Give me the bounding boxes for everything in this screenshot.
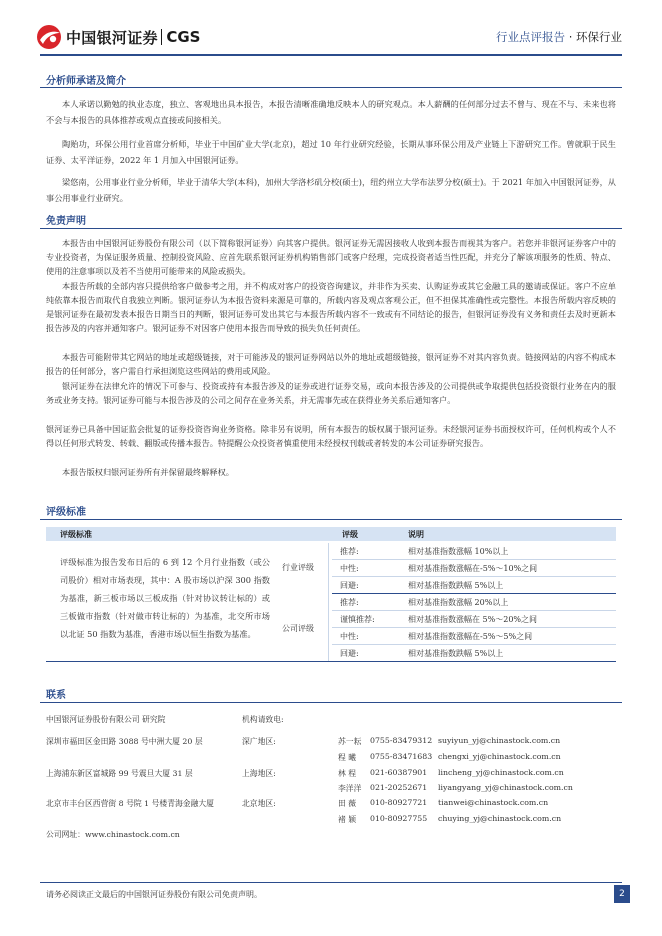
footer-disclaimer-note: 请务必阅读正文最后的中国银河证券股份有限公司免责声明。 — [46, 890, 262, 899]
rating-value: 推荐: — [340, 598, 359, 607]
brand-name-cn: 中国银河证券 — [66, 28, 158, 47]
rating-explanation: 相对基准指数跌幅 5%以上 — [408, 649, 504, 658]
analyst-section-title: 分析师承诺及简介 — [46, 76, 126, 87]
rating-explanation: 相对基准指数涨幅 10%以上 — [408, 547, 509, 556]
contact-email[interactable]: chuying_yj@chinastock.com.cn — [438, 814, 562, 823]
company-logo — [36, 24, 200, 50]
disclaimer-paragraph: 银河证券在法律允许的情况下可参与、投资或持有本报告涉及的证券或进行证券交易，或向本报告涉及的公司提供或争取提供包括投资银行业务在内的服务或业务支持。银河证券可能与本报告涉及的公司之间存在业务关系，并无需事先或在获得业务关系后通知客户。 — [46, 381, 616, 406]
industry-name: 环保行业 — [576, 30, 622, 44]
contact-email[interactable]: chengxi_yj@chinastock.com.cn — [438, 752, 561, 761]
rating-explanation: 相对基准指数涨幅在-5%～5%之间 — [408, 632, 533, 641]
rating-description: 评级标准为报告发布日后的 6 到 12 个月行业指数（或公司股价）相对市场表现，其中：A 股市场以沪深 300 指数为基准，新三板市场以三板成指（针对协议转让标的）或三板做市指数（针对做市转让标的）为基准，北交所市场以北证 50 指数为基准，香港市场以恒生指数为基准。 — [60, 557, 270, 639]
contact-name: 苏一耘 — [338, 737, 362, 746]
analyst-section-divider — [40, 87, 622, 88]
header-separator: · — [568, 30, 573, 44]
disclaimer-paragraph: 本报告所载的全部内容只提供给客户做参考之用，并不构成对客户的投资咨询建议，并非作为买卖、认购证券或其它金融工具的邀请或保证。客户不应单纯依靠本报告而取代自我独立判断。银河证券认为本报告资料来源是可靠的，所载内容及观点客观公正，但不担保其准确性或完整性。本报告所载内容反映的是银河证券在最初发表本报告日期当日的判断，银河证券可发出其它与本报告所载内容不一致或有不同结论的报告，但银河证券没有义务和责任去及时更新本报告涉及的内容并通知客户。银河证券不对因客户使用本报告而导致的损失负任何责任。 — [46, 281, 616, 334]
contact-name: 程 曦 — [338, 753, 357, 762]
contact-section-divider — [40, 702, 622, 703]
research-institute: 中国银河证券股份有限公司 研究院 — [46, 715, 166, 724]
rating-explanation: 相对基准指数涨幅在-5%～10%之间 — [408, 564, 538, 573]
industry-rating-label: 行业评级 — [282, 563, 314, 572]
header-report-info — [496, 29, 622, 45]
disclaimer-section-divider — [40, 228, 622, 229]
contact-name: 田 薇 — [338, 799, 357, 808]
table-bottom-border — [46, 661, 332, 662]
disclaimer-paragraph: 银河证券已具备中国证监会批复的证券投资咨询业务资格。除非另有说明，所有本报告的版权属于银河证券。未经银河证券书面授权许可，任何机构或个人不得以任何形式转发、转载、翻版或传播本报告。特提醒公众投资者慎重使用未经授权刊载或者转发的本公司证券研究报告。 — [46, 424, 616, 449]
rating-value: 中性: — [340, 632, 359, 641]
rating-row — [332, 560, 616, 577]
disclaimer-paragraph: 本报告可能附带其它网站的地址或超级链接，对于可能涉及的银河证券网站以外的地址或超级链接，银河证券不对其内容负责。链接网站的内容不构成本报告的任何部分，客户需自行承担浏览这些网站的费用或风险。 — [46, 352, 616, 377]
header-explanation: 说明 — [408, 530, 424, 539]
table-divider — [328, 543, 329, 662]
rating-explanation: 相对基准指数涨幅在 5%～20%之间 — [408, 615, 538, 624]
contact-email[interactable]: suyiyun_yj@chinastock.com.cn — [438, 736, 561, 745]
contact-name: 林 程 — [338, 769, 357, 778]
contact-phone: 0755-83479312 — [370, 736, 433, 745]
rating-row — [332, 577, 616, 594]
contact-phone: 0755-83471683 — [370, 752, 433, 761]
contact-section-title: 联系 — [46, 690, 66, 701]
office-region: 上海地区: — [242, 769, 276, 778]
rating-value: 推荐: — [340, 547, 359, 556]
rating-row — [332, 628, 616, 645]
disclaimer-section-title: 免责声明 — [46, 216, 86, 227]
disclaimer-paragraph: 本报告版权归银河证券所有并保留最终解释权。 — [62, 467, 234, 477]
contact-name: 李洋洋 — [338, 784, 362, 793]
footer-divider — [40, 882, 622, 883]
office-region: 深广地区: — [242, 737, 276, 746]
contact-name: 褚 颖 — [338, 815, 357, 824]
galaxy-logo-icon — [36, 24, 62, 50]
header-divider — [40, 54, 622, 56]
rating-value: 回避: — [340, 581, 359, 590]
contact-header: 机构请致电: — [242, 715, 284, 724]
company-website[interactable]: 公司网址：www.chinastock.com.cn — [46, 830, 180, 839]
rating-row — [332, 543, 616, 560]
rating-explanation: 相对基准指数涨幅 20%以上 — [408, 598, 509, 607]
company-rating-label: 公司评级 — [282, 624, 314, 633]
header-rating-standard: 评级标准 — [60, 530, 92, 539]
report-type: 行业点评报告 — [496, 30, 566, 44]
contact-phone: 010-80927755 — [370, 814, 428, 823]
contact-email[interactable]: liyangyang_yj@chinastock.com.cn — [438, 783, 573, 792]
rating-row — [332, 594, 616, 611]
analyst-bio-2: 梁悠南，公用事业行业分析师，毕业于清华大学(本科)，加州大学洛杉矶分校(硕士)，纽约州立大学布法罗分校(硕士)。于 2021 年加入中国银河证券，从事公用事业行业研究。 — [46, 177, 616, 204]
rating-section-divider — [40, 519, 622, 520]
contact-email[interactable]: lincheng_yj@chinastock.com.cn — [438, 768, 564, 777]
rating-explanation: 相对基准指数跌幅 5%以上 — [408, 581, 504, 590]
analyst-bio-1: 陶贻功，环保公用行业首席分析师，毕业于中国矿业大学(北京)，超过 10 年行业研究经验，长期从事环保公用及产业链上下游研究工作。曾就职于民生证券、太平洋证券，2022 年 1 月加入中国银河证券。 — [46, 139, 616, 166]
disclaimer-paragraph: 本报告由中国银河证券股份有限公司（以下简称银河证券）向其客户提供。银河证券无需因接收人收到本报告而视其为客户。若您并非银河证券客户中的专业投资者，为保证服务质量、控制投资风险、应首先联系银河证券机构销售部门或客户经理，完成投资者适当性匹配，并充分了解该项服务的性质、特点、使用的注意事项以及若不当使用可能带来的风险或损失。 — [46, 238, 616, 277]
analyst-pledge: 本人承诺以勤勉的执业态度，独立、客观地出具本报告，本报告清晰准确地反映本人的研究观点。本人薪酬的任何部分过去不曾与、现在不与、未来也将不会与本报告的具体推荐或观点直接或间接相关。 — [46, 99, 616, 126]
office-address: 深圳市福田区金田路 3088 号中洲大厦 20 层 — [46, 737, 203, 746]
rating-row — [332, 611, 616, 628]
rating-value: 中性: — [340, 564, 359, 573]
brand-name-en: CGS — [166, 28, 201, 46]
contact-phone: 021-20252671 — [370, 783, 428, 792]
page-number: 2 — [614, 885, 630, 903]
office-region: 北京地区: — [242, 799, 276, 808]
rating-value: 谨慎推荐: — [340, 615, 375, 624]
office-address: 上海浦东新区富城路 99 号震旦大厦 31 层 — [46, 769, 193, 778]
rating-table-header — [46, 527, 616, 541]
header-rating: 评级 — [342, 530, 358, 539]
page-header — [0, 0, 662, 64]
contact-phone: 021-60387901 — [370, 768, 428, 777]
rating-row — [332, 645, 616, 662]
logo-divider — [161, 29, 163, 45]
office-address: 北京市丰台区西营街 8 号院 1 号楼青海金融大厦 — [46, 799, 214, 808]
contact-phone: 010-80927721 — [370, 798, 428, 807]
rating-section-title: 评级标准 — [46, 507, 86, 518]
rating-value: 回避: — [340, 649, 359, 658]
contact-email[interactable]: tianwei@chinastock.com.cn — [438, 798, 549, 807]
